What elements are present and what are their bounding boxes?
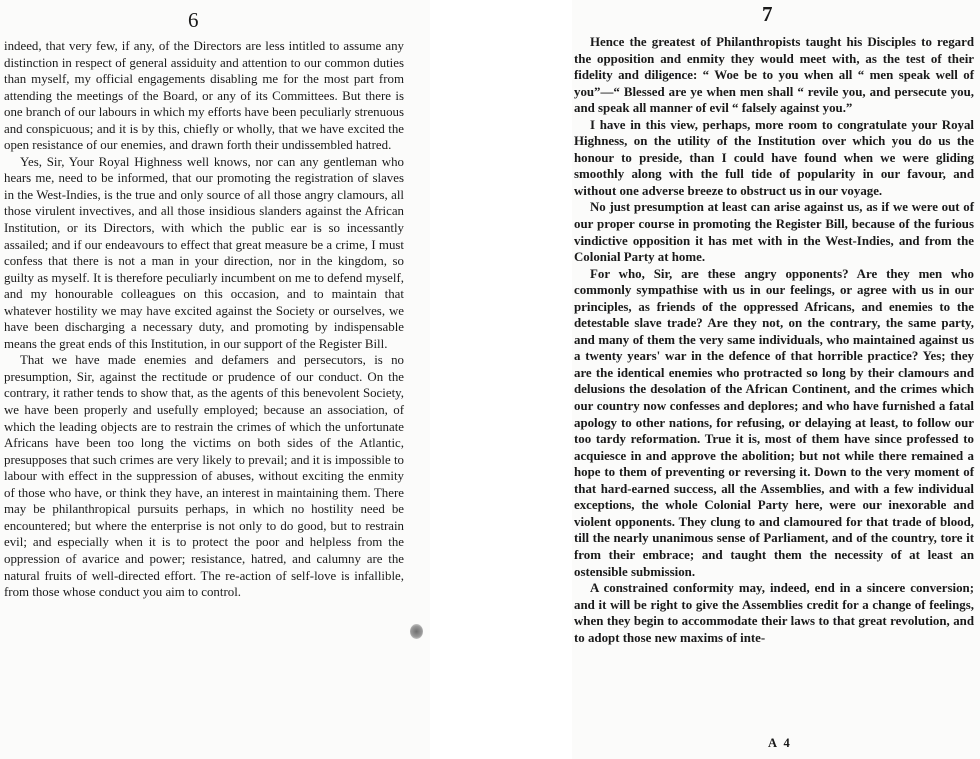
ink-smudge (410, 624, 423, 639)
page-gutter (430, 0, 572, 759)
left-page (0, 0, 430, 759)
paragraph: Hence the greatest of Philanthropists taught his Disciples to regard the opposition and enmity they would meet with, as the test of their fidelity and diligence: “ Woe be to you when all “ men speak well of you”—“ Blessed are ye when men shall “ revile you, and persecute you, and speak all manner of evil “ falsely against you.” (574, 35, 974, 116)
paragraph: For who, Sir, are these angry opponents? Are they men who commonly sympathise with us in our feelings, or agree with us in our principles, as friends of the oppressed Africans, and enemies to the detestable slave trade? Are they not, on the contrary, the same party, and many of them the very same individuals, who maintained against us a twenty years' war in the defence of that horrible practice? Yes; they are the identical enemies who protracted so long by their clamours and delusions the desolation of the African Continent, and the crimes which our country now confesses and deplores; and who have furnished a fatal apology to other nations, for refusing, or delaying at least, to follow our too tardy reformation. True it is, most of them have since professed to acquiesce in and approve the abolition; but not while there remained a hope to them of preventing or reversing it. Down to the very moment of that hard-earned success, all the Assemblies, and with a few individual exceptions, the whole Colonial Party here, were our inexorable and violent opponents. They clung to and clamoured for that trade of blood, till the nearly unanimous sense of Parliament, and of the country, tore it from their embrace; and taught them the necessity of at least an ostensible submission. (574, 266, 974, 579)
printer-signature-mark: A 4 (768, 736, 792, 750)
paragraph: I have in this view, perhaps, more room to congratulate your Royal Highness, on the utility of the Institution over which you do us the honour to preside, than I could have found when we were gliding smoothly along with the full tide of popularity in our favour, and without one adverse breeze to obstruct us in our voyage. (574, 117, 974, 198)
page-number-left: 6 (188, 8, 199, 32)
paragraph: A constrained conformity may, indeed, end in a sincere conversion; and it will be right to give the Assemblies credit for a change of feelings, when they begin to accommodate their laws to that great revolution, and to adopt those new maxims of inte- (574, 581, 974, 645)
paragraph: No just presumption at least can arise against us, as if we were out of our proper course in promoting the Register Bill, because of the furious vindictive opposition it has met with in the West-Indies, and from the Colonial Party at home. (574, 200, 974, 265)
paragraph: That we have made enemies and defamers and persecutors, is no presumption, Sir, against the rectitude or prudence of our conduct. On the contrary, it rather tends to show that, as the agents of this benevolent Society, we have been properly and usefully employed; because an association, of which the leading objects are to restrain the crimes of which the unfortunate Africans have been too long the victims on both sides of the Atlantic, presupposes that such crimes are very likely to prevail; and it is impossible to labour with effect in the suppression of abuses, without exciting the enmity of those who have, or think they have, an interest in maintaining them. There may be philanthropical pursuits perhaps, in which no hostility need be encountered; but where the enterprise is not only to do good, but to restrain evil; and especially when it is to protect the poor and helpless from the oppression of avarice and power; resistance, hatred, and calumny are the natural fruits of well-directed effort. The re-action of self-love is infallible, from those whose conduct you aim to control. (4, 353, 404, 600)
paragraph: indeed, that very few, if any, of the Directors are less intitled to assume any distinction in respect of general assiduity and attention to our common duties than myself, my official engagements disabling me for the most part from attending the meetings of the Board, or any of its Committees. But there is one branch of our labours in which my efforts have been peculiarly strenuous and conspicuous; and it is by this, chiefly or wholly, that we have excited the open resistance of our enemies, and drawn forth their undissembled hatred. (4, 39, 404, 153)
page-number-right: 7 (762, 2, 773, 26)
right-page (572, 0, 980, 759)
paragraph: Yes, Sir, Your Royal Highness well knows, nor can any gentleman who hears me, need to be informed, that our promoting the registration of slaves in the West-Indies, is the true and only source of all those angry clamours, all those virulent invectives, and all those insidious slanders against the African Institution, or its Directors, with which the public ear is so incessantly assailed; and if our endeavours to effect that great measure be a crime, I must confess that there is not a man in your direction, nor in the kingdom, so guilty as myself. It is therefore peculiarly incumbent on me to defend myself, and my honourable colleagues on this occasion, and to maintain that whatever hostility we may have excited against the Society or ourselves, we have been discharging a necessary duty, and promoting by indispensable means the great ends of this Institution, in our support of the Register Bill. (4, 154, 404, 351)
right-page-text (574, 34, 974, 646)
left-page-text (4, 38, 404, 601)
